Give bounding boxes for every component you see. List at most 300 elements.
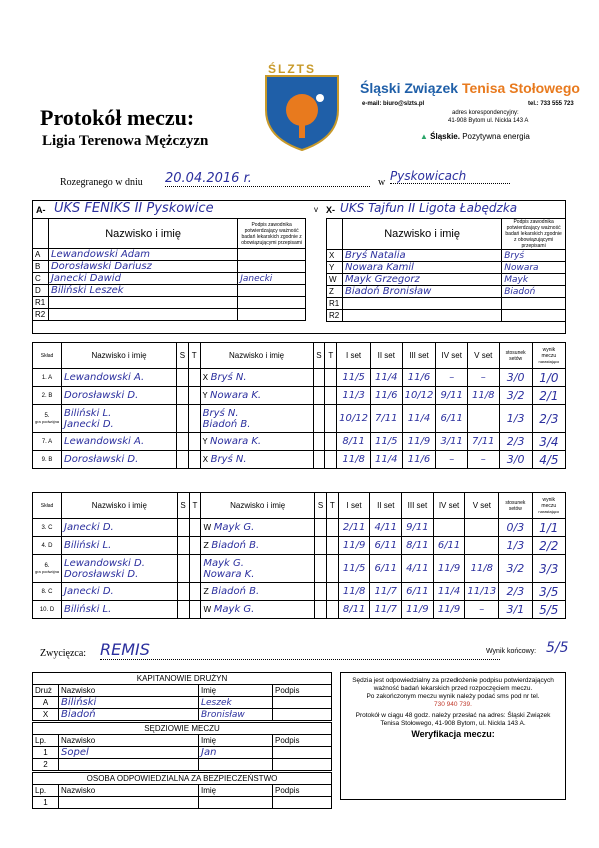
safety-col-sign: Podpis: [273, 785, 332, 797]
game-set-5[interactable]: –: [467, 369, 499, 387]
game-t-a[interactable]: [189, 519, 201, 537]
game-t-a[interactable]: [188, 387, 200, 405]
games-col-result-label: wynik meczu: [541, 346, 557, 359]
game-s-x[interactable]: [313, 369, 325, 387]
team-a-code: D: [33, 285, 49, 297]
game-player-a-name: Biliński L.: [64, 604, 112, 615]
team-x-sign[interactable]: [502, 298, 566, 310]
referees-col-lp: Lp.: [33, 735, 59, 747]
game-t-a[interactable]: [188, 369, 200, 387]
captain-sign[interactable]: [273, 709, 332, 721]
game-number-text: 3. C: [41, 524, 53, 531]
games-col-set1: I set: [338, 493, 370, 519]
team-x-row: [327, 310, 566, 322]
game-s-a[interactable]: [176, 369, 188, 387]
game-player-x-name: [203, 558, 312, 569]
game-set-ratio[interactable]: 1/3: [499, 405, 532, 433]
game-player-a-name2: Dorosławski D.: [64, 568, 139, 580]
referee-sign[interactable]: [273, 759, 332, 771]
game-number: [33, 519, 62, 537]
game-player-x[interactable]: [200, 387, 313, 405]
game-set-2[interactable]: 11/4: [371, 451, 403, 469]
team-a-code: B: [33, 261, 49, 273]
game-number: [33, 555, 62, 583]
game-s-a[interactable]: [176, 451, 188, 469]
game-set-5[interactable]: [465, 519, 499, 537]
game-number-text: 5.: [44, 412, 50, 419]
team-x-player[interactable]: [342, 310, 501, 322]
team-a-name[interactable]: UKS FENIKS II Pyskowice: [54, 201, 214, 216]
game-player-x-name: [203, 454, 311, 465]
game-player-a[interactable]: [62, 369, 177, 387]
captain-team: X: [33, 709, 59, 721]
games-col-set3: III set: [402, 343, 436, 369]
games-col-result: [532, 343, 565, 369]
games-col-s: S: [177, 493, 189, 519]
game-player-a-name: Lewandowski A.: [64, 436, 145, 447]
safety-lp: 1: [33, 797, 59, 809]
game-player-x[interactable]: [200, 369, 313, 387]
team-x-code: R1: [327, 298, 343, 310]
game-s-a[interactable]: [177, 537, 189, 555]
games-col-set4: IV set: [433, 493, 465, 519]
game-player-a[interactable]: [62, 387, 177, 405]
game-set-ratio[interactable]: 3/0: [499, 369, 532, 387]
org-name: [360, 80, 580, 96]
game-s-a[interactable]: [177, 519, 189, 537]
org-name-part1: Śląski Związek: [360, 80, 459, 96]
game-player-x-text: Bryś N.: [202, 407, 239, 419]
game-player-x-code: W: [203, 605, 214, 614]
game-s-x[interactable]: [313, 387, 325, 405]
game-set-ratio[interactable]: 3/2: [499, 387, 532, 405]
captain-surname[interactable]: Biadoń: [59, 709, 199, 721]
team-a-player[interactable]: Biliński Leszek: [48, 285, 237, 297]
game-number: [33, 387, 62, 405]
game-s-a[interactable]: [176, 387, 188, 405]
game-row: [33, 583, 566, 601]
game-set-4[interactable]: 11/9: [433, 601, 465, 619]
games-col-result-sub: narastająco: [538, 358, 560, 364]
game-player-a[interactable]: [62, 537, 178, 555]
game-match-result[interactable]: 4/5: [532, 451, 565, 469]
game-set-4[interactable]: 6/11: [436, 405, 468, 433]
team-a-player[interactable]: Dorosławski Dariusz: [48, 261, 237, 273]
team-x-sign[interactable]: Nowara: [502, 262, 566, 274]
game-set-1[interactable]: 10/12: [337, 405, 371, 433]
game-set-3[interactable]: 4/11: [402, 555, 434, 583]
game-set-ratio[interactable]: 3/0: [499, 451, 532, 469]
game-set-3[interactable]: 11/9: [402, 433, 436, 451]
captains-col-surname: Nazwisko: [59, 685, 199, 697]
game-player-x-name: [203, 586, 312, 597]
team-a-sign[interactable]: [238, 285, 306, 297]
game-set-2[interactable]: 11/6: [371, 387, 403, 405]
team-a-player[interactable]: Lewandowski Adam: [48, 249, 237, 261]
game-set-2[interactable]: 11/7: [370, 601, 402, 619]
referee-lp: 1: [33, 747, 59, 759]
team-x-row: [327, 250, 566, 262]
game-set-5[interactable]: 11/8: [467, 387, 499, 405]
game-number-text: 2. B: [41, 392, 53, 399]
game-t-x[interactable]: [325, 451, 337, 469]
team-a-code: C: [33, 273, 49, 285]
game-set-3[interactable]: 11/4: [402, 405, 436, 433]
safety-col-surname: Nazwisko: [59, 785, 199, 797]
game-t-x[interactable]: [325, 433, 337, 451]
game-set-3[interactable]: 11/6: [402, 369, 436, 387]
game-set-1[interactable]: 11/5: [338, 555, 370, 583]
game-set-3[interactable]: 10/12: [402, 387, 436, 405]
game-set-1[interactable]: 11/9: [338, 537, 370, 555]
game-player-x-text: Mayk G.: [213, 522, 255, 533]
vs-label: v: [314, 205, 318, 214]
slogan-mark-icon: ▲: [420, 132, 428, 141]
games-col-set5: V set: [465, 493, 499, 519]
team-a-player[interactable]: Janecki Dawid: [48, 273, 237, 285]
game-player-x-code: Z: [203, 587, 212, 596]
game-set-ratio[interactable]: 1/3: [499, 537, 532, 555]
games-col-sklad: Skład: [33, 493, 62, 519]
team-x-sign[interactable]: Mayk: [502, 274, 566, 286]
safety-surname[interactable]: [59, 797, 199, 809]
game-player-x[interactable]: [201, 601, 315, 619]
game-set-2[interactable]: 11/7: [370, 583, 402, 601]
game-player-x-text: Nowara K.: [210, 436, 262, 447]
game-match-result[interactable]: 3/5: [532, 583, 565, 601]
referee-lp: 2: [33, 759, 59, 771]
league-name: Ligia Terenowa Mężczyzn: [42, 133, 209, 149]
team-a-sign[interactable]: [238, 249, 306, 261]
referee-row: [33, 747, 332, 759]
games-col-name-x: Nazwisko i imię: [200, 343, 313, 369]
team-x-row: [327, 262, 566, 274]
game-set-1[interactable]: 8/11: [337, 433, 371, 451]
team-x-player[interactable]: Biadoń Bronisław: [342, 286, 501, 298]
game-set-4[interactable]: –: [436, 451, 468, 469]
game-s-a[interactable]: [176, 405, 188, 433]
game-player-x-name: [203, 540, 312, 551]
games-col-s: S: [176, 343, 188, 369]
game-set-3[interactable]: 8/11: [402, 537, 434, 555]
team-a-sign[interactable]: [238, 297, 306, 309]
game-match-result[interactable]: 1/0: [532, 369, 565, 387]
game-t-a[interactable]: [189, 555, 201, 583]
game-player-x[interactable]: [201, 519, 315, 537]
team-x-label: X-: [326, 205, 335, 215]
referee-name[interactable]: [199, 759, 273, 771]
game-player-x-text: Biadoń B.: [211, 540, 260, 551]
game-player-x-code: Z: [203, 541, 212, 550]
games-col-set5: V set: [467, 343, 499, 369]
game-player-a[interactable]: [62, 601, 178, 619]
referees-col-sign: Podpis: [273, 735, 332, 747]
team-x-table: [326, 218, 566, 322]
game-t-x[interactable]: [326, 555, 338, 583]
game-set-ratio[interactable]: 0/3: [499, 519, 532, 537]
game-t-x[interactable]: [325, 369, 337, 387]
team-x-sign[interactable]: Bryś: [502, 250, 566, 262]
game-player-x-code: Y: [202, 437, 211, 446]
captain-sign[interactable]: [273, 697, 332, 709]
game-t-a[interactable]: [188, 451, 200, 469]
notes-send: Protokół w ciągu 48 godz. należy przesłać na adres: Śląski Związek Tenisa Stołowego, 41-908 Bytom, ul. Nickla 143 A.: [355, 712, 551, 727]
game-set-ratio[interactable]: 3/1: [499, 601, 532, 619]
verification-label: Weryfikacja meczu:: [411, 729, 495, 739]
game-t-a[interactable]: [189, 537, 201, 555]
team-x-player[interactable]: Mayk Grzegorz: [342, 274, 501, 286]
doubles-label: gra podwójna: [35, 568, 60, 574]
game-s-a[interactable]: [177, 583, 189, 601]
game-s-a[interactable]: [177, 601, 189, 619]
game-t-a[interactable]: [189, 601, 201, 619]
safety-col-lp: Lp.: [33, 785, 59, 797]
game-set-5[interactable]: 11/8: [465, 555, 499, 583]
game-set-3[interactable]: 11/6: [402, 451, 436, 469]
team-x-col-sign-text: Podpis zawodnika potwierdzający ważność badań lekarskich zgodnie z obowiązującymi przepisami: [505, 219, 562, 249]
game-set-5[interactable]: –: [467, 451, 499, 469]
safety-sign[interactable]: [273, 797, 332, 809]
org-name-part2: Tenisa Stołowego: [461, 80, 580, 96]
game-set-2[interactable]: 4/11: [370, 519, 402, 537]
date-value[interactable]: 20.04.2016 r.: [165, 171, 370, 187]
place-value[interactable]: Pyskowicach: [390, 169, 510, 184]
game-number: [33, 433, 62, 451]
team-x-player[interactable]: Nowara Kamil: [342, 262, 501, 274]
game-number: [33, 451, 62, 469]
game-t-x[interactable]: [326, 583, 338, 601]
game-match-result[interactable]: 2/2: [532, 537, 565, 555]
games-col-t: T: [325, 343, 337, 369]
game-match-result[interactable]: 3/3: [532, 555, 565, 583]
game-number-text: 1. A: [41, 374, 53, 381]
game-t-a[interactable]: [189, 583, 201, 601]
game-set-2[interactable]: 7/11: [371, 405, 403, 433]
game-s-x[interactable]: [313, 433, 325, 451]
game-player-x-code: X: [202, 373, 211, 382]
game-player-x[interactable]: [201, 537, 315, 555]
notes-panel: [340, 672, 566, 800]
game-set-5[interactable]: 7/11: [467, 433, 499, 451]
game-player-a-name: Janecki D.: [64, 522, 114, 533]
game-s-x[interactable]: [315, 519, 327, 537]
game-number-text: 9. B: [41, 456, 53, 463]
games-col-result: [532, 493, 565, 519]
game-set-4[interactable]: 3/11: [436, 433, 468, 451]
game-player-a-name2: Janecki D.: [64, 418, 114, 430]
game-row: [33, 601, 566, 619]
game-s-x[interactable]: [315, 555, 327, 583]
game-row: [33, 555, 566, 583]
captain-name[interactable]: Leszek: [199, 697, 273, 709]
team-x-col-sign: [502, 219, 566, 250]
game-t-a[interactable]: [188, 433, 200, 451]
game-player-a-name: Dorosławski D.: [64, 390, 139, 401]
games-col-name-a: Nazwisko i imię: [62, 493, 178, 519]
referees-col-name: Imię: [199, 735, 273, 747]
doubles-label: gra podwójna: [35, 418, 60, 424]
captain-surname[interactable]: Biliński: [59, 697, 199, 709]
game-s-x[interactable]: [315, 583, 327, 601]
game-s-x[interactable]: [315, 537, 327, 555]
org-tel: tel.: 733 555 723: [528, 101, 574, 107]
game-set-1[interactable]: 2/11: [338, 519, 370, 537]
game-player-x-text: Nowara K.: [210, 390, 262, 401]
captain-name[interactable]: Bronisław: [199, 709, 273, 721]
team-x-player[interactable]: [342, 298, 501, 310]
game-player-a[interactable]: [62, 433, 177, 451]
game-row: [33, 405, 566, 433]
org-email: e-mail: biuro@slzts.pl: [362, 101, 425, 107]
team-a-row: [33, 309, 306, 321]
game-row: [33, 451, 566, 469]
game-set-4[interactable]: 11/4: [433, 583, 465, 601]
place-label: w: [378, 177, 386, 188]
game-set-1[interactable]: 11/3: [337, 387, 371, 405]
game-set-4[interactable]: 6/11: [433, 537, 465, 555]
team-x-sign[interactable]: Biadoń: [502, 286, 566, 298]
game-set-2[interactable]: 6/11: [370, 537, 402, 555]
game-number-text: 10. D: [39, 606, 55, 613]
team-x-code: Y: [327, 262, 343, 274]
safety-table: [32, 772, 332, 809]
date-label: Rozegranego w dniu: [60, 177, 143, 188]
referee-surname[interactable]: Sopel: [59, 747, 199, 759]
logo-text: ŚLZTS: [268, 62, 316, 76]
game-set-ratio[interactable]: 2/3: [499, 433, 532, 451]
game-set-3[interactable]: 9/11: [402, 519, 434, 537]
game-set-4[interactable]: 9/11: [436, 387, 468, 405]
team-x-row: [327, 298, 566, 310]
game-s-x[interactable]: [315, 601, 327, 619]
game-s-x[interactable]: [313, 451, 325, 469]
game-row: [33, 433, 566, 451]
referee-row: [33, 759, 332, 771]
games-col-s: S: [315, 493, 327, 519]
game-t-x[interactable]: [326, 537, 338, 555]
game-s-a[interactable]: [177, 555, 189, 583]
referee-name[interactable]: Jan: [199, 747, 273, 759]
game-player-a[interactable]: [62, 555, 178, 583]
referee-surname[interactable]: [59, 759, 199, 771]
team-a-sign[interactable]: Janecki: [238, 273, 306, 285]
final-score-label: Wynik końcowy:: [486, 648, 537, 655]
game-set-5[interactable]: 11/13: [465, 583, 499, 601]
game-player-x[interactable]: [201, 583, 315, 601]
final-score-value[interactable]: 5/5: [546, 640, 569, 656]
safety-name[interactable]: [199, 797, 273, 809]
games-table-1: [32, 342, 566, 469]
game-set-3[interactable]: 6/11: [402, 583, 434, 601]
game-set-1[interactable]: 11/5: [337, 369, 371, 387]
winner-label: Zwycięzca:: [40, 648, 87, 659]
notes-judge: Sędzia jest odpowiedzialny za przedłożenie podpisu potwierdzających ważność badań lekarskich przed rozpoczęciem meczu.: [352, 677, 554, 692]
game-match-result[interactable]: 3/4: [532, 433, 565, 451]
team-a-sign[interactable]: [238, 309, 306, 321]
game-player-x-text: Biadoń B.: [211, 586, 260, 597]
games-col-ratio: stosunek setów: [499, 493, 532, 519]
team-a-sign[interactable]: [238, 261, 306, 273]
games-header-row: [33, 493, 566, 519]
games-col-set1: I set: [337, 343, 371, 369]
game-player-a[interactable]: [62, 405, 177, 433]
game-set-ratio[interactable]: 2/3: [499, 583, 532, 601]
game-player-a-name: Biliński L.: [64, 540, 112, 551]
game-t-x[interactable]: [325, 405, 337, 433]
team-a-label: A-: [36, 205, 46, 215]
game-player-x[interactable]: [201, 555, 315, 583]
team-x-player[interactable]: Bryś Natalia: [342, 250, 501, 262]
safety-col-name: Imię: [199, 785, 273, 797]
game-player-x[interactable]: [200, 433, 313, 451]
winner-value[interactable]: REMIS: [100, 640, 500, 660]
team-x-name[interactable]: UKS Tajfun II Ligota Łabędzka: [340, 201, 518, 215]
captains-table: [32, 672, 332, 721]
game-t-x[interactable]: [326, 601, 338, 619]
game-set-5[interactable]: [467, 405, 499, 433]
game-player-a[interactable]: [62, 451, 177, 469]
game-match-result[interactable]: 2/3: [532, 405, 565, 433]
game-t-a[interactable]: [188, 405, 200, 433]
game-player-x-text: Bryś N.: [210, 454, 247, 465]
games-col-set2: II set: [371, 343, 403, 369]
games-col-t: T: [189, 493, 201, 519]
game-number: [33, 537, 62, 555]
game-set-4[interactable]: 11/9: [433, 555, 465, 583]
game-set-1[interactable]: 8/11: [338, 601, 370, 619]
game-set-2[interactable]: 6/11: [370, 555, 402, 583]
game-player-x[interactable]: [200, 451, 313, 469]
games-table-2: [32, 492, 566, 619]
game-s-x[interactable]: [313, 405, 325, 433]
team-a-player[interactable]: [48, 297, 237, 309]
referee-sign[interactable]: [273, 747, 332, 759]
game-set-1[interactable]: 11/8: [338, 583, 370, 601]
games-header-row: [33, 343, 566, 369]
game-player-x-name: [203, 372, 311, 383]
games-col-t: T: [326, 493, 338, 519]
game-set-2[interactable]: 11/4: [371, 369, 403, 387]
game-set-1[interactable]: 11/8: [337, 451, 371, 469]
team-x-sign[interactable]: [502, 310, 566, 322]
game-match-result[interactable]: 5/5: [532, 601, 565, 619]
game-s-a[interactable]: [176, 433, 188, 451]
captain-team: A: [33, 697, 59, 709]
game-player-a[interactable]: [62, 519, 178, 537]
game-match-result[interactable]: 1/1: [532, 519, 565, 537]
team-a-player[interactable]: [48, 309, 237, 321]
game-player-x[interactable]: [200, 405, 313, 433]
game-set-4[interactable]: [433, 519, 465, 537]
games-col-t: T: [188, 343, 200, 369]
game-player-x-text: Bryś N.: [210, 372, 247, 383]
game-t-x[interactable]: [325, 387, 337, 405]
team-x-row: [327, 286, 566, 298]
game-set-2[interactable]: 11/5: [371, 433, 403, 451]
team-a-table: [32, 218, 306, 321]
referees-title: SĘDZIOWIE MECZU: [33, 723, 332, 735]
game-set-ratio[interactable]: 3/2: [499, 555, 532, 583]
game-set-3[interactable]: 11/9: [402, 601, 434, 619]
game-set-4[interactable]: –: [436, 369, 468, 387]
game-t-x[interactable]: [326, 519, 338, 537]
game-player-a[interactable]: [62, 583, 178, 601]
team-a-col-name: Nazwisko i imię: [48, 219, 237, 249]
game-match-result[interactable]: 2/1: [532, 387, 565, 405]
game-player-x-code: X: [202, 455, 211, 464]
game-set-5[interactable]: –: [465, 601, 499, 619]
game-set-5[interactable]: [465, 537, 499, 555]
